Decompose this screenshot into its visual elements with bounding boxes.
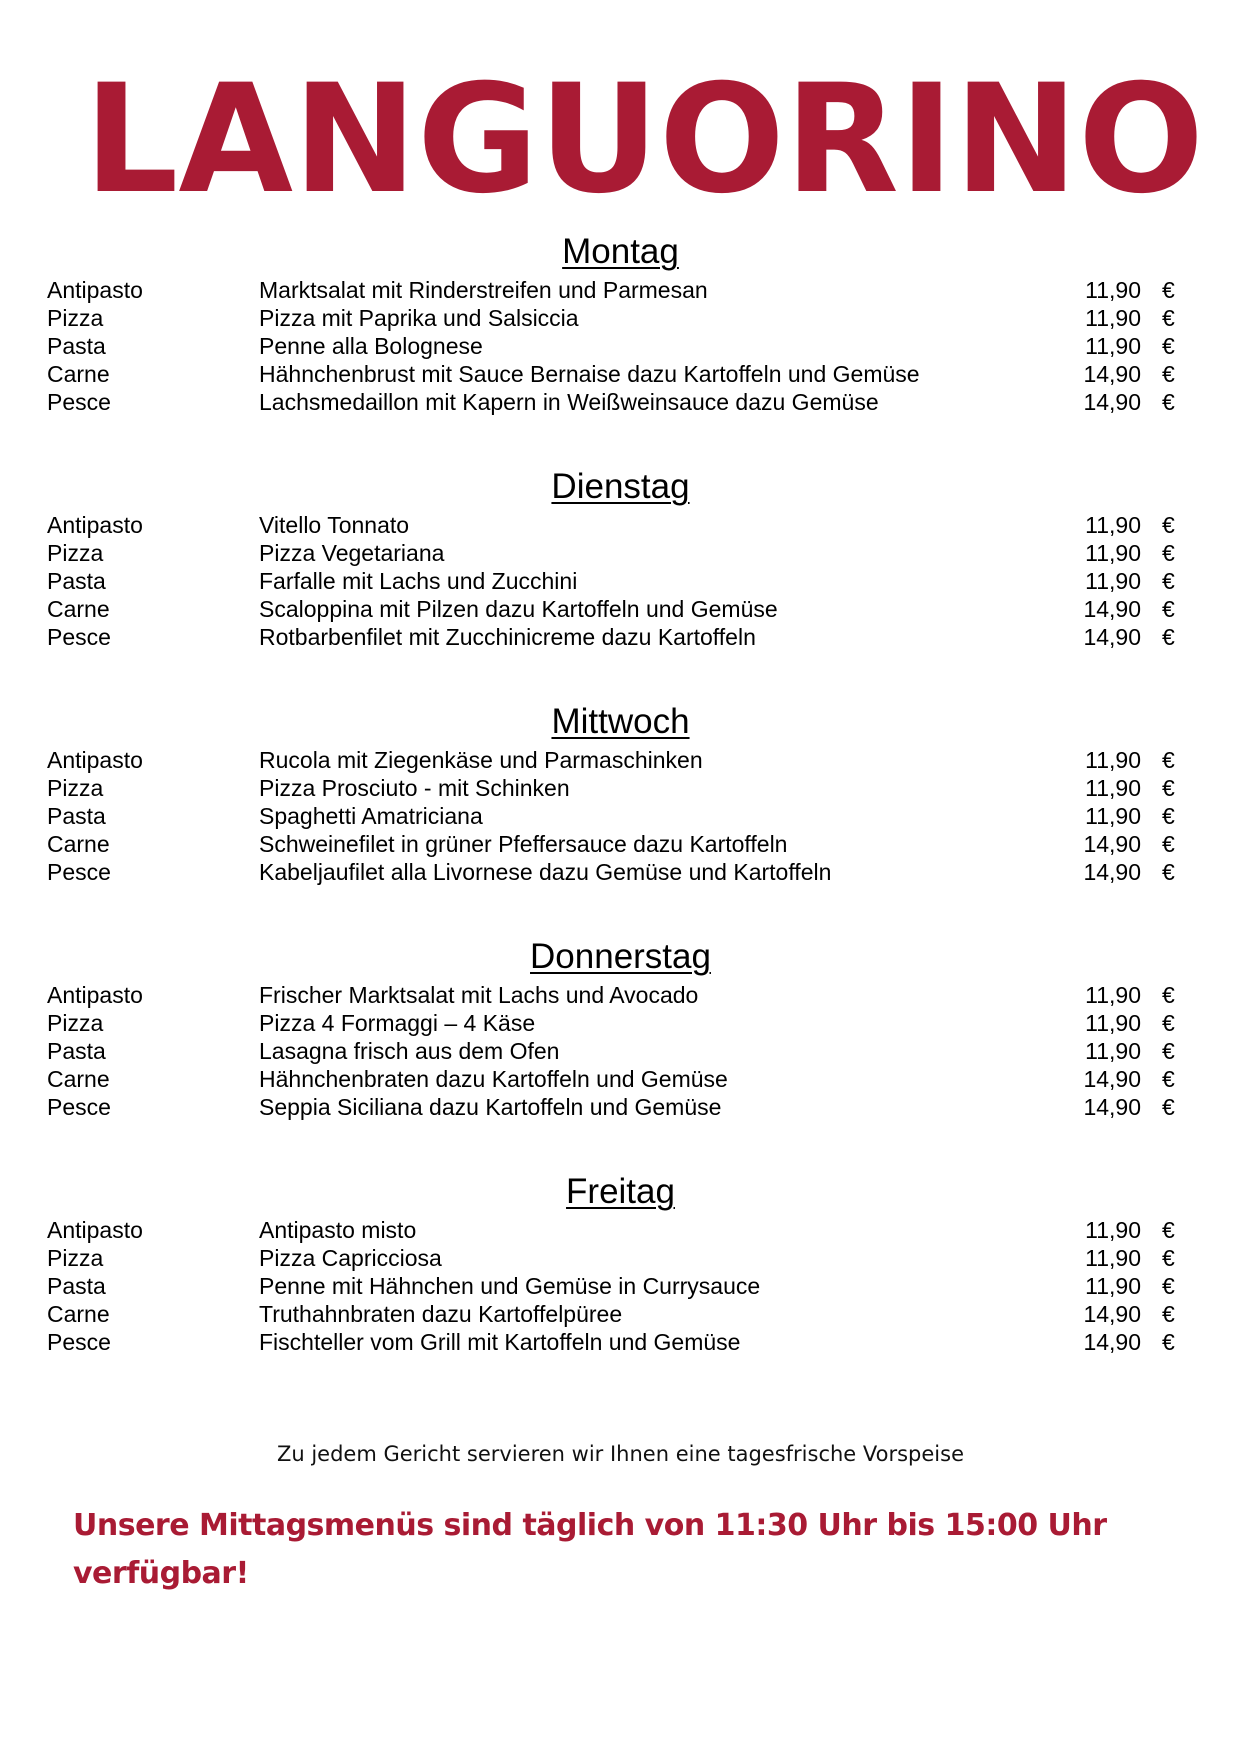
menu-category: Pasta [47, 1273, 106, 1299]
menu-currency: € [1162, 831, 1175, 857]
menu-price: 14,90 [1083, 831, 1141, 857]
menu-currency: € [1162, 1217, 1175, 1243]
menu-row [0, 802, 1241, 831]
menu-dish: Rucola mit Ziegenkäse und Parmaschinken [259, 747, 703, 773]
menu-dish: Schweinefilet in grüner Pfeffersauce dazu Kartoffeln [259, 831, 788, 857]
menu-category: Pizza [47, 1245, 104, 1271]
menu-row [0, 623, 1241, 652]
menu-category: Pesce [47, 1094, 111, 1120]
menu-dish: Rotbarbenfilet mit Zucchinicreme dazu Kartoffeln [259, 624, 756, 650]
menu-currency: € [1162, 540, 1175, 566]
day-title: Mittwoch [551, 702, 690, 741]
menu-category: Carne [47, 1066, 110, 1092]
menu-price: 14,90 [1083, 1066, 1141, 1092]
daily-starter-note: Zu jedem Gericht servieren wir Ihnen eine tagesfrische Vorspeise [276, 1442, 965, 1466]
menu-row [0, 1009, 1241, 1038]
menu-dish: Hähnchenbrust mit Sauce Bernaise dazu Kartoffeln und Gemüse [259, 361, 920, 387]
menu-category: Pizza [47, 540, 104, 566]
menu-price: 14,90 [1083, 859, 1141, 885]
menu-currency: € [1162, 624, 1175, 650]
menu-category: Carne [47, 831, 110, 857]
menu-row [0, 539, 1241, 568]
menu-price: 14,90 [1083, 1329, 1141, 1355]
menu-category: Pesce [47, 1329, 111, 1355]
menu-row [0, 774, 1241, 803]
menu-category: Antipasto [47, 277, 143, 303]
menu-dish: Kabeljaufilet alla Livornese dazu Gemüse und Kartoffeln [259, 859, 832, 885]
menu-row [0, 746, 1241, 775]
menu-row [0, 304, 1241, 333]
menu-category: Pesce [47, 624, 111, 650]
menu-currency: € [1162, 1273, 1175, 1299]
menu-dish: Truthahnbraten dazu Kartoffelpüree [259, 1301, 623, 1327]
menu-currency: € [1162, 1329, 1175, 1355]
menu-dish: Farfalle mit Lachs und Zucchini [259, 568, 578, 594]
menu-currency: € [1162, 775, 1175, 801]
day-title: Donnerstag [530, 937, 711, 976]
menu-currency: € [1162, 982, 1175, 1008]
menu-currency: € [1162, 361, 1175, 387]
menu-dish: Pizza 4 Formaggi – 4 Käse [259, 1010, 536, 1036]
menu-currency: € [1162, 1245, 1175, 1271]
menu-price: 14,90 [1083, 1301, 1141, 1327]
menu-row [0, 1216, 1241, 1245]
menu-row [0, 1300, 1241, 1329]
menu-row [0, 388, 1241, 417]
menu-row [0, 360, 1241, 389]
menu-price: 11,90 [1085, 540, 1141, 566]
menu-category: Pesce [47, 859, 111, 885]
menu-dish: Lasagna frisch aus dem Ofen [259, 1038, 560, 1064]
menu-category: Carne [47, 1301, 110, 1327]
menu-dish: Penne mit Hähnchen und Gemüse in Currysauce [259, 1273, 761, 1299]
menu-price: 14,90 [1083, 624, 1141, 650]
menu-dish: Frischer Marktsalat mit Lachs und Avocado [259, 982, 699, 1008]
menu-price: 11,90 [1085, 775, 1141, 801]
brand-logo-wordmark [84, 66, 1204, 216]
menu-price: 11,90 [1085, 1245, 1141, 1271]
day-title: Freitag [566, 1172, 675, 1211]
menu-row [0, 276, 1241, 305]
menu-currency: € [1162, 1038, 1175, 1064]
menu-dish: Scaloppina mit Pilzen dazu Kartoffeln und Gemüse [259, 596, 778, 622]
menu-category: Carne [47, 361, 110, 387]
menu-row [0, 1328, 1241, 1357]
menu-price: 11,90 [1085, 1273, 1141, 1299]
brand-name: LANGUORINO [84, 66, 1204, 216]
menu-price: 11,90 [1085, 333, 1141, 359]
menu-currency: € [1162, 512, 1175, 538]
menu-category: Antipasto [47, 1217, 143, 1243]
menu-currency: € [1162, 389, 1175, 415]
menu-category: Pizza [47, 305, 104, 331]
menu-row [0, 595, 1241, 624]
brand-logo [84, 66, 1204, 216]
menu-category: Pasta [47, 333, 106, 359]
menu-row [0, 981, 1241, 1010]
menu-currency: € [1162, 568, 1175, 594]
menu-price: 14,90 [1083, 361, 1141, 387]
menu-currency: € [1162, 305, 1175, 331]
menu-row [0, 1272, 1241, 1301]
menu-dish: Pizza Capricciosa [259, 1245, 442, 1271]
menu-price: 11,90 [1085, 512, 1141, 538]
menu-dish: Vitello Tonnato [259, 512, 410, 538]
menu-category: Pizza [47, 1010, 104, 1036]
menu-currency: € [1162, 1094, 1175, 1120]
menu-row [0, 567, 1241, 596]
menu-dish: Pizza Vegetariana [259, 540, 445, 566]
menu-dish: Spaghetti Amatriciana [259, 803, 483, 829]
menu-dish: Seppia Siciliana dazu Kartoffeln und Gemüse [259, 1094, 722, 1120]
menu-price: 11,90 [1085, 803, 1141, 829]
menu-price: 14,90 [1083, 389, 1141, 415]
menu-price: 11,90 [1085, 1010, 1141, 1036]
menu-dish: Fischteller vom Grill mit Kartoffeln und Gemüse [259, 1329, 741, 1355]
menu-dish: Penne alla Bolognese [259, 333, 483, 359]
menu-row [0, 830, 1241, 859]
menu-price: 11,90 [1085, 305, 1141, 331]
menu-category: Antipasto [47, 982, 143, 1008]
menu-price: 14,90 [1083, 1094, 1141, 1120]
menu-currency: € [1162, 859, 1175, 885]
menu-row [0, 1065, 1241, 1094]
menu-dish: Marktsalat mit Rinderstreifen und Parmesan [259, 277, 708, 303]
menu-currency: € [1162, 596, 1175, 622]
menu-price: 11,90 [1085, 1038, 1141, 1064]
menu-price: 11,90 [1085, 982, 1141, 1008]
menu-category: Antipasto [47, 512, 143, 538]
menu-category: Pesce [47, 389, 111, 415]
menu-category: Pasta [47, 568, 106, 594]
menu-category: Antipasto [47, 747, 143, 773]
menu-dish: Pizza mit Paprika und Salsiccia [259, 305, 579, 331]
menu-category: Carne [47, 596, 110, 622]
menu-category: Pizza [47, 775, 104, 801]
day-title: Dienstag [551, 467, 690, 506]
day-title: Montag [562, 232, 679, 271]
menu-row [0, 511, 1241, 540]
menu-price: 11,90 [1085, 747, 1141, 773]
menu-currency: € [1162, 333, 1175, 359]
availability-notice: Unsere Mittagsmenüs sind täglich von 11:30 Uhr bis 15:00 Uhr verfügbar! [73, 1508, 1107, 1591]
menu-row [0, 1037, 1241, 1066]
menu-currency: € [1162, 277, 1175, 303]
menu-dish: Lachsmedaillon mit Kapern in Weißweinsauce dazu Gemüse [259, 389, 879, 415]
menu-row [0, 332, 1241, 361]
menu-row [0, 858, 1241, 887]
menu-row [0, 1093, 1241, 1122]
menu-price: 14,90 [1083, 596, 1141, 622]
menu-currency: € [1162, 803, 1175, 829]
menu-price: 11,90 [1085, 1217, 1141, 1243]
menu-category: Pasta [47, 1038, 106, 1064]
menu-category: Pasta [47, 803, 106, 829]
menu-currency: € [1162, 1066, 1175, 1092]
menu-price: 11,90 [1085, 568, 1141, 594]
menu-price: 11,90 [1085, 277, 1141, 303]
menu-currency: € [1162, 747, 1175, 773]
menu-dish: Pizza Prosciuto - mit Schinken [259, 775, 570, 801]
menu-dish: Hähnchenbraten dazu Kartoffeln und Gemüse [259, 1066, 728, 1092]
menu-currency: € [1162, 1010, 1175, 1036]
menu-currency: € [1162, 1301, 1175, 1327]
menu-row [0, 1244, 1241, 1273]
menu-dish: Antipasto misto [259, 1217, 417, 1243]
